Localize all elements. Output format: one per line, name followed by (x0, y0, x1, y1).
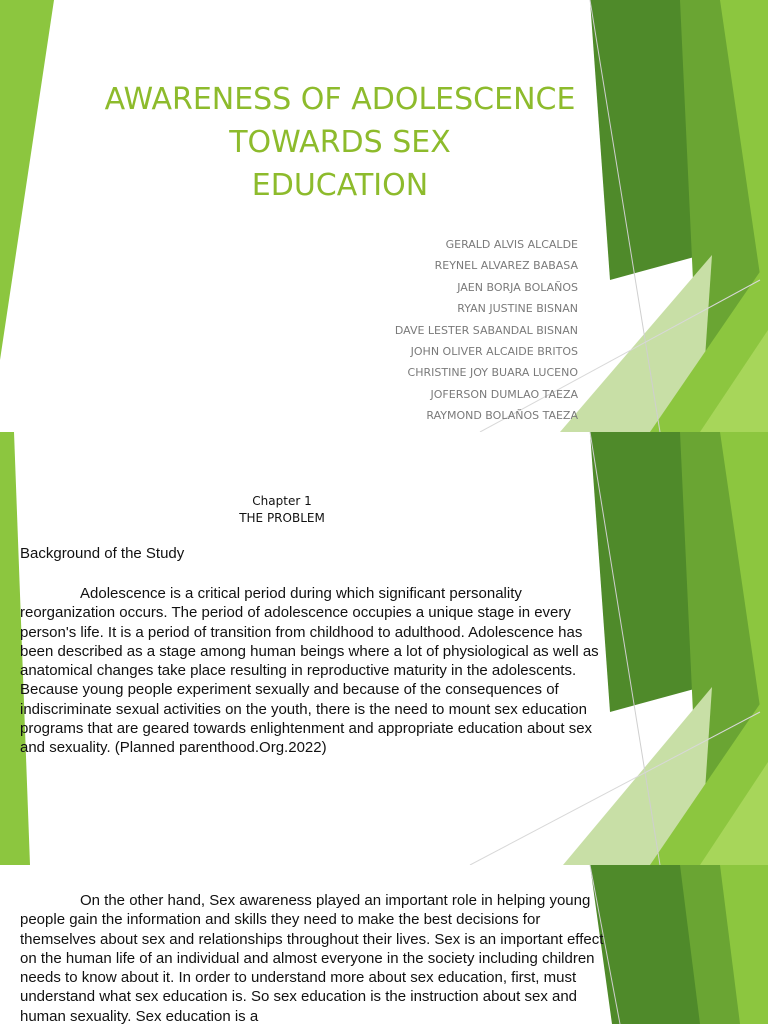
chapter-slide (0, 432, 768, 865)
author-name: RYAN JUSTINE BISNAN (457, 302, 578, 316)
author-name: DAVE LESTER SABANDAL BISNAN (394, 323, 578, 337)
author-name: JOHN OLIVER ALCAIDE BRITOS (410, 344, 578, 358)
title-line: TOWARDS SEX (229, 125, 451, 160)
author-name: REYNEL ALVAREZ BABASA (434, 259, 578, 273)
paragraph-text: On the other hand, Sex awareness played an important role in helping young people gain the information and skills they need to make the best decisions for themselves about sex and relationships throughout their lives. Sex is an important effect on the human life of an individual and almost everyone in the society including children needs to know about it. In order to understand more about sex education, first, must understand what sex education is. So sex education is the instruction about sex and human sexuality. Sex education is a (20, 892, 604, 1024)
chapter-number: Chapter 1 (252, 494, 312, 508)
continued-slide (0, 865, 768, 1024)
author-name: CHRISTINE JOY BUARA LUCENO (407, 366, 578, 380)
body-paragraph (20, 891, 610, 1024)
author-name: RAYMOND BOLAÑOS TAEZA (426, 409, 578, 423)
author-name: GERALD ALVIS ALCALDE (445, 238, 578, 251)
chapter-heading (182, 493, 382, 527)
body-paragraph (20, 584, 610, 758)
author-name: JOFERSON DUMLAO TAEZA (430, 387, 578, 401)
section-heading: Background of the Study (20, 545, 185, 562)
author-name: JAEN BORJA BOLAÑOS (457, 280, 578, 294)
chapter-title: THE PROBLEM (239, 511, 325, 525)
title-line: AWARENESS OF ADOLESCENCE (104, 82, 576, 117)
slide-decoration (0, 0, 768, 432)
author-list (395, 234, 578, 427)
title-slide (0, 0, 768, 432)
paragraph-text: Adolescence is a critical period during which significant personality reorganization occurs. The period of adolescence occupies a unique stage in every person's life. It is a period of transition from childhood to adulthood. Adolescence has been described as a stage among human beings where a lot of physiological as well as anatomical changes take place resulting in reproductive maturity in the adolescents. Because young people experiment sexually and because of the consequences of indiscriminate sexual activities on the youth, there is the need to mount sex education programs that are geared towards enlightenment and appropriate education about sex and sexuality. (Planned parenthood.Org.2022) (20, 585, 599, 757)
title-line: EDUCATION (251, 168, 429, 203)
presentation-title (80, 78, 600, 207)
